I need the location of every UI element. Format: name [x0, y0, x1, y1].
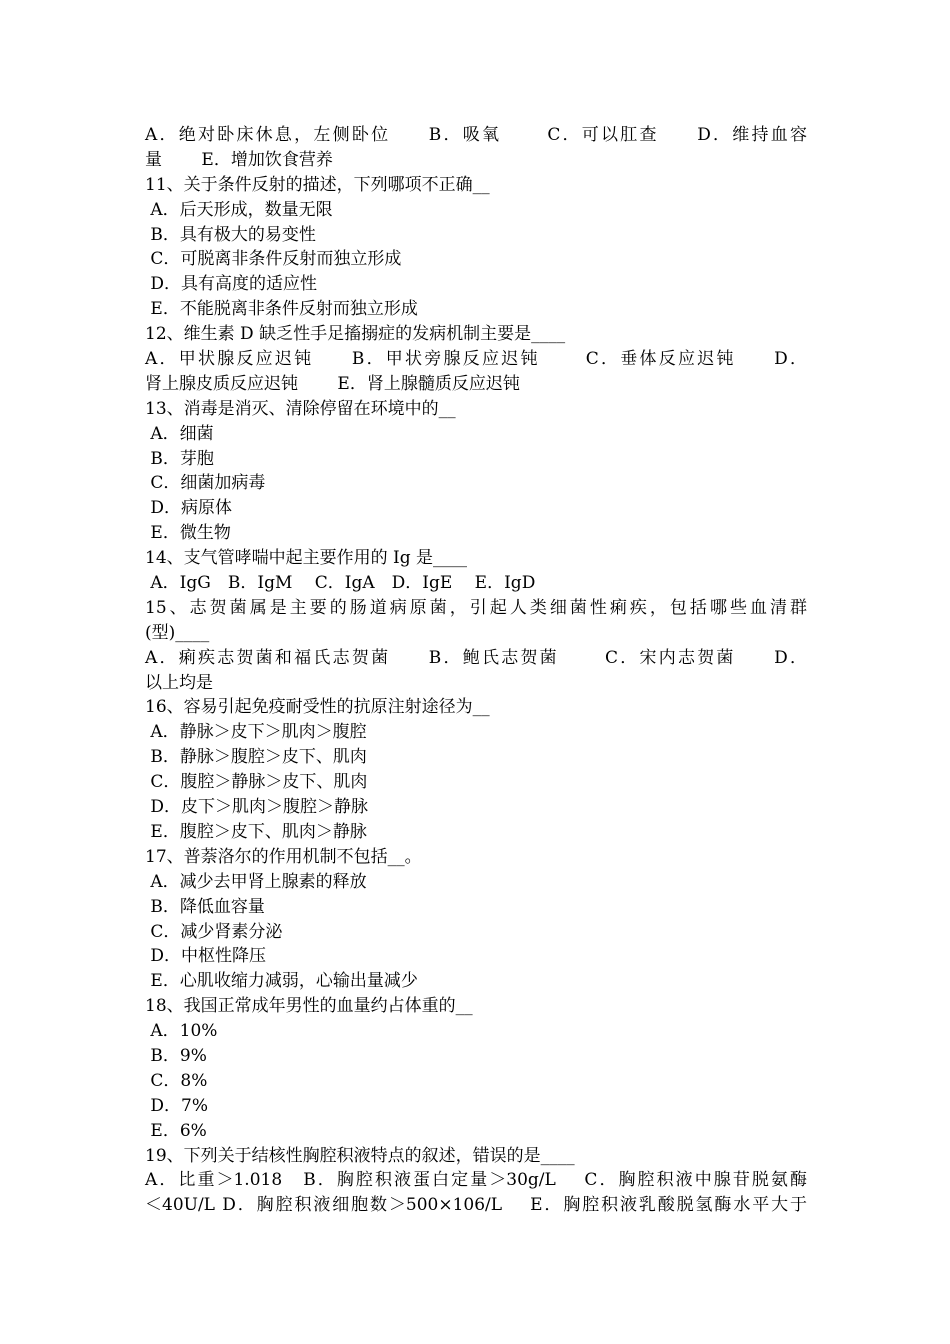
text-line: B．芽胞 — [145, 448, 214, 469]
text-line: (型)____ — [145, 622, 210, 643]
text-line: A．细菌 — [145, 423, 214, 444]
text-line: D．皮下＞肌肉＞腹腔＞静脉 — [145, 797, 369, 818]
text-line: A．绝对卧床休息，左侧卧位 B．吸氧 C．可以肛查 D．维持血容 — [145, 125, 807, 145]
text-line: A．IgG B．IgM C．IgA D．IgE E．IgD — [145, 573, 536, 594]
text-line: 11、关于条件反射的描述，下列哪项不正确__ — [145, 174, 490, 195]
text-line: C．减少肾素分泌 — [145, 921, 283, 942]
text-line: E．心肌收缩力减弱，心输出量减少 — [145, 971, 418, 992]
text-line: ＜40U/L D．胸腔积液细胞数＞500×106/L E．胸腔积液乳酸脱氢酶水平大于 — [145, 1195, 807, 1216]
text-line: 以上均是 — [145, 672, 213, 693]
text-line: 量 E．增加饮食营养 — [145, 149, 333, 170]
text-line: 肾上腺皮质反应迟钝 E．肾上腺髓质反应迟钝 — [145, 373, 520, 394]
text-line: A．甲状腺反应迟钝 B．甲状旁腺反应迟钝 C．垂体反应迟钝 D． — [145, 349, 807, 370]
text-line: E．腹腔＞皮下、肌肉＞静脉 — [145, 821, 367, 842]
text-line: E．不能脱离非条件反射而独立形成 — [145, 299, 418, 320]
text-line: B．静脉＞腹腔＞皮下、肌肉 — [145, 747, 367, 768]
text-line: D．具有高度的适应性 — [145, 274, 318, 295]
text-line: 12、维生素 D 缺乏性手足搐搦症的发病机制主要是____ — [145, 324, 566, 345]
text-line: 17、普萘洛尔的作用机制不包括__。 — [145, 846, 422, 867]
text-line: A．比重＞1.018 B．胸腔积液蛋白定量＞30g/L C．胸腔积液中腺苷脱氨酶 — [145, 1170, 807, 1191]
text-line: C．可脱离非条件反射而独立形成 — [145, 249, 402, 270]
text-line: C．8% — [145, 1070, 208, 1091]
text-line: A．后天形成，数量无限 — [145, 199, 333, 220]
text-line: B．9% — [145, 1045, 207, 1066]
text-line: A．减少去甲肾上腺素的释放 — [145, 871, 367, 892]
text-line: B．降低血容量 — [145, 896, 265, 917]
text-line: D．病原体 — [145, 498, 233, 519]
text-line: D．中枢性降压 — [145, 946, 267, 967]
text-line: D．7% — [145, 1095, 209, 1116]
text-line: C．细菌加病毒 — [145, 473, 266, 494]
document-body — [145, 123, 807, 1218]
text-line: 19、下列关于结核性胸腔积液特点的叙述，错误的是____ — [145, 1145, 575, 1166]
text-line: E．6% — [145, 1120, 207, 1141]
text-line: 13、消毒是消灭、清除停留在环境中的__ — [145, 398, 456, 419]
text-line: A．10% — [145, 1021, 218, 1042]
text-line: B．具有极大的易变性 — [145, 224, 316, 245]
text-line: C．腹腔＞静脉＞皮下、肌肉 — [145, 772, 368, 793]
text-line: E．微生物 — [145, 523, 231, 544]
text-line: A．静脉＞皮下＞肌肉＞腹腔 — [145, 722, 367, 743]
text-line: A．痢疾志贺菌和福氏志贺菌 B．鲍氏志贺菌 C．宋内志贺菌 D． — [145, 647, 807, 668]
text-line: 14、支气管哮喘中起主要作用的 Ig 是____ — [145, 548, 468, 569]
text-line: 16、容易引起免疫耐受性的抗原注射途径为__ — [145, 697, 490, 718]
text-line: 15、志贺菌属是主要的肠道病原菌，引起人类细菌性痢疾，包括哪些血清群 — [145, 597, 807, 618]
text-line: 18、我国正常成年男性的血量约占体重的__ — [145, 996, 473, 1017]
